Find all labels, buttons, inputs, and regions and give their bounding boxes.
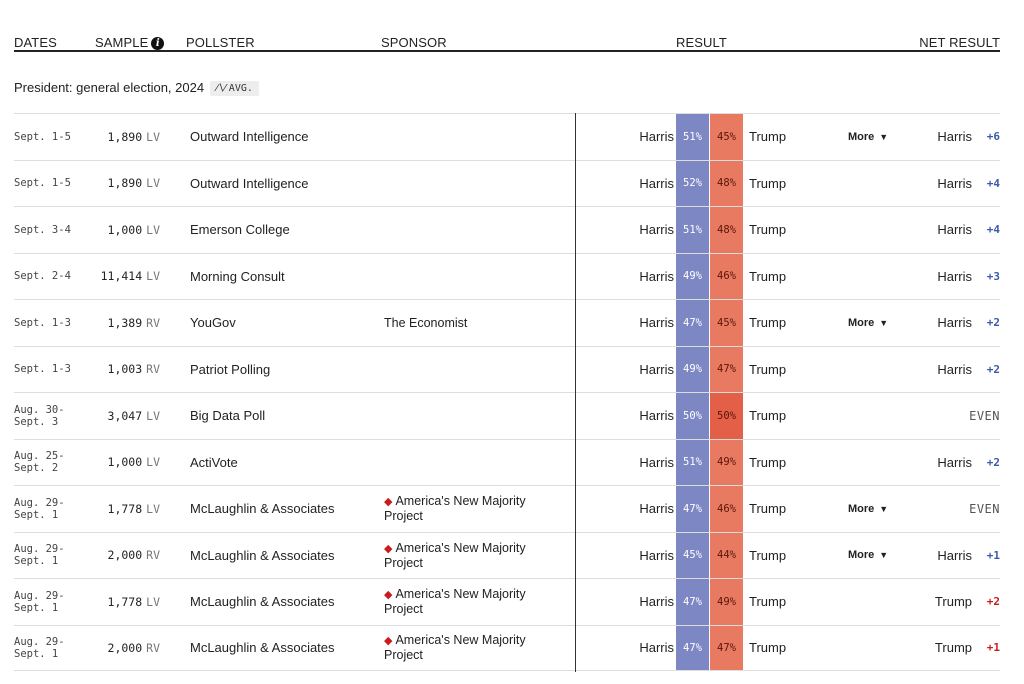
sponsor-name: America's New Majority xyxy=(395,633,526,648)
rep-candidate: Trump xyxy=(749,361,787,377)
net-result-margin: +2 xyxy=(986,362,1000,376)
net-result-leader: Harris xyxy=(937,315,972,331)
table-header xyxy=(14,30,1000,52)
sparkline-icon: ⁄∖⁄ xyxy=(216,83,226,94)
caret-down-icon: ▼ xyxy=(879,317,889,328)
poll-dates xyxy=(14,626,65,671)
dem-candidate: Harris xyxy=(639,501,674,517)
caret-down-icon: ▼ xyxy=(879,550,889,561)
pollster-name[interactable]: McLaughlin & Associates xyxy=(190,547,335,563)
sponsor-name: America's New Majority xyxy=(395,540,526,555)
poll-dates-line1: Sept. 3-4 xyxy=(14,223,71,236)
poll-dates-line1: Aug. 29- xyxy=(14,543,65,556)
poll-dates xyxy=(14,393,65,439)
rep-candidate: Trump xyxy=(749,594,787,610)
net-result-leader: Harris xyxy=(937,361,972,377)
net-result-margin: +2 xyxy=(986,595,1000,609)
poll-dates xyxy=(14,533,65,579)
rep-percent: 48% xyxy=(710,207,743,253)
poll-dates xyxy=(14,114,71,160)
pollster-name[interactable]: Morning Consult xyxy=(190,268,285,284)
partisan-diamond-icon: ◆ xyxy=(384,496,393,509)
avg-toggle[interactable] xyxy=(210,81,259,96)
sample-size xyxy=(96,533,160,579)
dem-percent: 51% xyxy=(676,207,709,253)
sample-size xyxy=(96,579,160,625)
table-row xyxy=(14,439,1000,486)
poll-dates xyxy=(14,486,65,532)
net-result-leader: Harris xyxy=(937,129,972,145)
rep-candidate: Trump xyxy=(749,175,787,191)
section-title-text: President: general election, 2024 xyxy=(14,80,205,95)
sample-size xyxy=(96,626,160,671)
rep-candidate: Trump xyxy=(749,129,787,145)
table-row xyxy=(14,346,1000,393)
poll-dates xyxy=(14,347,71,393)
poll-dates-line1: Aug. 25- xyxy=(14,450,65,463)
sponsor-name: America's New Majority xyxy=(395,587,526,602)
sample-count: 1,000 xyxy=(107,455,143,470)
pollster-name[interactable]: Outward Intelligence xyxy=(190,175,309,191)
poll-dates-line2: Sept. 1 xyxy=(14,508,59,521)
table-row xyxy=(14,485,1000,532)
dem-percent: 50% xyxy=(676,393,709,439)
pollster-name[interactable]: McLaughlin & Associates xyxy=(190,594,335,610)
rep-percent: 49% xyxy=(710,440,743,486)
rep-percent: 50% xyxy=(710,393,743,439)
sample-count: 1,778 xyxy=(107,594,143,609)
net-result-leader: Harris xyxy=(937,222,972,238)
dem-candidate: Harris xyxy=(639,640,674,656)
sample-size xyxy=(96,393,160,439)
rep-percent: 45% xyxy=(710,300,743,346)
dem-percent: 47% xyxy=(676,626,709,671)
pollster-name[interactable]: ActiVote xyxy=(190,454,238,470)
rep-percent: 46% xyxy=(710,254,743,300)
poll-dates-line1: Sept. 1-3 xyxy=(14,316,71,329)
sponsor[interactable] xyxy=(384,486,564,532)
sample-count: 1,389 xyxy=(107,315,143,330)
sponsor-name: America's New Majority xyxy=(395,494,526,509)
sponsor-name-line2: Project xyxy=(384,509,423,524)
poll-dates-line2: Sept. 1 xyxy=(14,601,59,614)
table-row xyxy=(14,160,1000,207)
sample-population: RV xyxy=(146,548,160,563)
poll-dates xyxy=(14,579,65,625)
net-result-even: EVEN xyxy=(969,501,1000,516)
sample-population: LV xyxy=(146,501,160,516)
dem-percent: 47% xyxy=(676,300,709,346)
dem-percent: 52% xyxy=(676,161,709,207)
poll-dates xyxy=(14,440,65,486)
more-button[interactable] xyxy=(848,300,888,346)
more-button[interactable] xyxy=(848,533,888,579)
dem-candidate: Harris xyxy=(639,129,674,145)
dem-percent: 45% xyxy=(676,533,709,579)
rep-candidate: Trump xyxy=(749,640,787,656)
net-result-margin: +1 xyxy=(986,641,1000,655)
pollster-name[interactable]: Patriot Polling xyxy=(190,361,271,377)
rep-percent: 45% xyxy=(710,114,743,160)
sponsor-name-line2: Project xyxy=(384,602,423,617)
dem-candidate: Harris xyxy=(639,222,674,238)
more-label: More xyxy=(848,316,875,329)
rep-candidate: Trump xyxy=(749,454,787,470)
net-result-margin: +2 xyxy=(986,316,1000,330)
rep-candidate: Trump xyxy=(749,408,787,424)
table-row xyxy=(14,113,1000,160)
header-sample-label: SAMPLE xyxy=(95,35,149,50)
header-dates[interactable]: DATES xyxy=(14,35,57,50)
sample-population: LV xyxy=(146,594,160,609)
poll-dates-line2: Sept. 1 xyxy=(14,555,59,568)
sample-count: 1,890 xyxy=(107,129,143,144)
net-result-leader: Harris xyxy=(937,175,972,191)
header-pollster[interactable]: POLLSTER xyxy=(186,35,255,50)
sample-count: 11,414 xyxy=(100,269,143,284)
poll-dates-line1: Aug. 30- xyxy=(14,403,65,416)
poll-dates-line1: Aug. 29- xyxy=(14,589,65,602)
sample-count: 1,778 xyxy=(107,501,143,516)
poll-dates-line2: Sept. 3 xyxy=(14,415,59,428)
net-result-leader: Trump xyxy=(934,640,972,656)
table-row xyxy=(14,392,1000,439)
dem-candidate: Harris xyxy=(639,408,674,424)
sample-population: LV xyxy=(146,222,160,237)
rep-candidate: Trump xyxy=(749,547,787,563)
net-result-margin: +4 xyxy=(986,223,1000,237)
sample-population: RV xyxy=(146,640,160,655)
sponsor-name: The Economist xyxy=(384,315,468,330)
poll-dates-line1: Sept. 2-4 xyxy=(14,270,71,283)
sponsor-name-line2: Project xyxy=(384,648,423,663)
sponsor-name-line2: Project xyxy=(384,555,423,570)
more-label: More xyxy=(848,549,875,562)
net-result-margin: +4 xyxy=(986,176,1000,190)
partisan-diamond-icon: ◆ xyxy=(384,635,393,648)
dem-percent: 51% xyxy=(676,440,709,486)
more-label: More xyxy=(848,502,875,515)
rep-percent: 47% xyxy=(710,626,743,671)
dem-percent: 49% xyxy=(676,254,709,300)
sample-size xyxy=(96,114,160,160)
sample-population: LV xyxy=(146,176,160,191)
poll-table xyxy=(14,113,1000,671)
net-result-leader: Harris xyxy=(937,454,972,470)
sample-population: LV xyxy=(146,269,160,284)
center-axis-line xyxy=(575,113,576,672)
caret-down-icon: ▼ xyxy=(879,131,889,142)
dem-candidate: Harris xyxy=(639,454,674,470)
dem-candidate: Harris xyxy=(639,175,674,191)
rep-percent: 44% xyxy=(710,533,743,579)
poll-dates xyxy=(14,207,71,253)
dem-percent: 47% xyxy=(676,579,709,625)
table-row xyxy=(14,625,1000,672)
pollster-name[interactable]: McLaughlin & Associates xyxy=(190,640,335,656)
dem-candidate: Harris xyxy=(639,594,674,610)
dem-percent: 51% xyxy=(676,114,709,160)
sponsor[interactable] xyxy=(384,626,564,671)
net-result-margin: +6 xyxy=(986,130,1000,144)
dem-candidate: Harris xyxy=(639,361,674,377)
header-sample[interactable] xyxy=(95,35,164,50)
table-row xyxy=(14,299,1000,346)
pollster-name[interactable]: YouGov xyxy=(190,315,236,331)
net-result-margin: +2 xyxy=(986,455,1000,469)
net-result-even: EVEN xyxy=(969,408,1000,423)
partisan-diamond-icon: ◆ xyxy=(384,542,393,555)
poll-dates xyxy=(14,254,71,300)
sample-population: RV xyxy=(146,315,160,330)
net-result-leader: Trump xyxy=(934,594,972,610)
poll-dates-line1: Aug. 29- xyxy=(14,635,65,648)
rep-percent: 46% xyxy=(710,486,743,532)
poll-dates xyxy=(14,161,71,207)
table-row xyxy=(14,532,1000,579)
sample-size xyxy=(96,486,160,532)
dem-candidate: Harris xyxy=(639,268,674,284)
info-icon[interactable]: i xyxy=(151,37,164,50)
sample-count: 1,890 xyxy=(107,176,143,191)
sample-size xyxy=(96,347,160,393)
poll-dates-line1: Aug. 29- xyxy=(14,496,65,509)
net-result-leader: Harris xyxy=(937,268,972,284)
dem-percent: 47% xyxy=(676,486,709,532)
pollster-name[interactable]: Outward Intelligence xyxy=(190,129,309,145)
rep-percent: 48% xyxy=(710,161,743,207)
net-result-margin: +3 xyxy=(986,269,1000,283)
sponsor[interactable] xyxy=(384,579,564,625)
pollster-name[interactable]: McLaughlin & Associates xyxy=(190,501,335,517)
rep-candidate: Trump xyxy=(749,501,787,517)
sample-population: LV xyxy=(146,408,160,423)
header-net-result[interactable]: NET RESULT xyxy=(919,35,1000,50)
pollster-name[interactable]: Emerson College xyxy=(190,222,290,238)
sample-count: 2,000 xyxy=(107,640,143,655)
poll-dates xyxy=(14,300,71,346)
sample-size xyxy=(96,300,160,346)
sample-size xyxy=(96,440,160,486)
dem-candidate: Harris xyxy=(639,315,674,331)
pollster-name[interactable]: Big Data Poll xyxy=(190,408,266,424)
net-result-leader: Harris xyxy=(937,547,972,563)
sample-population: LV xyxy=(146,455,160,470)
table-row xyxy=(14,253,1000,300)
sample-size xyxy=(96,254,160,300)
poll-dates-line2: Sept. 1 xyxy=(14,647,59,660)
header-result[interactable]: RESULT xyxy=(676,35,727,50)
rep-candidate: Trump xyxy=(749,222,787,238)
rep-percent: 47% xyxy=(710,347,743,393)
more-button[interactable] xyxy=(848,114,888,160)
header-sponsor[interactable]: SPONSOR xyxy=(381,35,447,50)
caret-down-icon: ▼ xyxy=(879,503,889,514)
sample-count: 2,000 xyxy=(107,548,143,563)
sample-count: 1,003 xyxy=(107,362,143,377)
sample-size xyxy=(96,207,160,253)
partisan-diamond-icon: ◆ xyxy=(384,589,393,602)
sponsor[interactable] xyxy=(384,300,564,346)
section-title xyxy=(14,80,259,96)
avg-label: AVG. xyxy=(228,83,253,94)
sample-count: 3,047 xyxy=(107,408,143,423)
rep-percent: 49% xyxy=(710,579,743,625)
sample-count: 1,000 xyxy=(107,222,143,237)
rep-candidate: Trump xyxy=(749,268,787,284)
sample-population: LV xyxy=(146,129,160,144)
dem-candidate: Harris xyxy=(639,547,674,563)
sample-population: RV xyxy=(146,362,160,377)
dem-percent: 49% xyxy=(676,347,709,393)
poll-dates-line1: Sept. 1-5 xyxy=(14,130,71,143)
more-label: More xyxy=(848,130,875,143)
sample-size xyxy=(96,161,160,207)
more-button[interactable] xyxy=(848,486,888,532)
rep-candidate: Trump xyxy=(749,315,787,331)
net-result-margin: +1 xyxy=(986,548,1000,562)
sponsor[interactable] xyxy=(384,533,564,579)
poll-dates-line1: Sept. 1-5 xyxy=(14,177,71,190)
table-row xyxy=(14,578,1000,625)
table-row xyxy=(14,206,1000,253)
poll-dates-line2: Sept. 2 xyxy=(14,462,59,475)
poll-dates-line1: Sept. 1-3 xyxy=(14,363,71,376)
